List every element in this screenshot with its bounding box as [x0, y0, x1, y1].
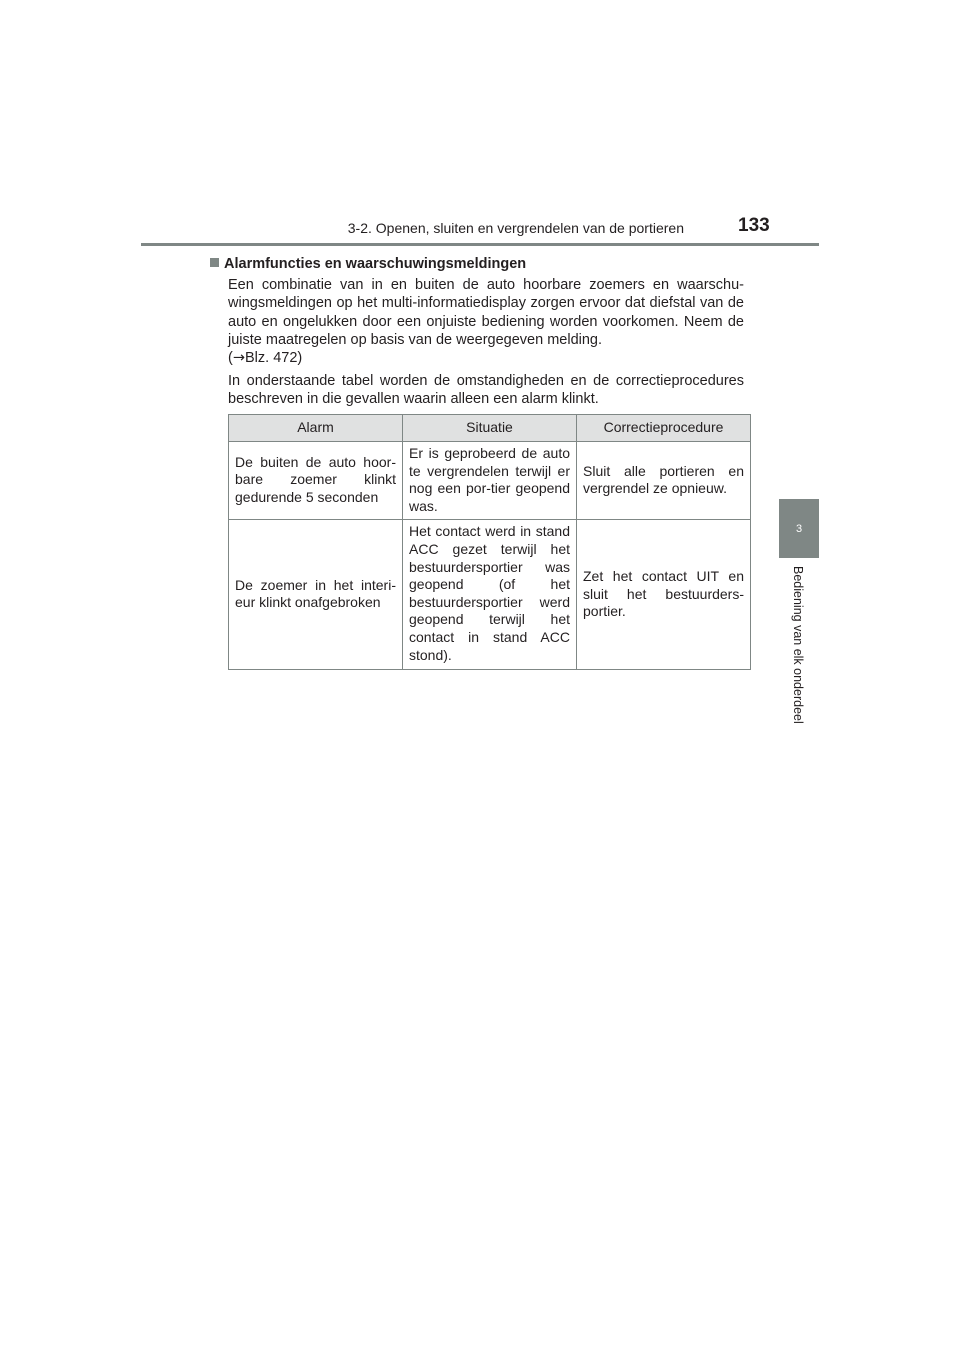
page-reference-open: (	[228, 350, 233, 367]
chapter-label: Bediening van elk onderdeel	[791, 566, 805, 724]
square-bullet-icon	[210, 258, 219, 267]
cell-alarm: De zoemer in het interi-eur klinkt onafgebroken	[229, 520, 403, 670]
running-header-title: 3-2. Openen, sluiten en vergrendelen van de portieren	[347, 220, 684, 236]
cell-correctie: Zet het contact UIT en sluit het bestuurders-portier.	[577, 520, 751, 670]
cell-correctie: Sluit alle portieren en vergrendel ze opnieuw.	[577, 442, 751, 520]
page-number: 133	[738, 215, 770, 236]
section-heading	[210, 256, 526, 272]
intro-paragraph	[228, 276, 744, 367]
arrow-right-icon: →	[232, 350, 245, 367]
table-row	[229, 520, 751, 670]
cell-situatie: Het contact werd in stand ACC gezet terwijl het bestuurdersportier was geopend (of het bestuurdersportier werd geopend terwijl het contact in stand ACC stond).	[403, 520, 577, 670]
header-rule	[141, 243, 819, 246]
alarm-table	[228, 414, 751, 670]
table-header-row	[229, 415, 751, 442]
intro-paragraph-text: Een combinatie van in en buiten de auto hoorbare zoemers en waarschu-wingsmeldingen op het multi-informatiedisplay zorgen ervoor dat diefstal van de auto en ongelukken door een onjuiste bediening worden voorkomen. Neem de juiste maatregelen op basis van de weergegeven melding.	[228, 277, 744, 348]
section-heading-text: Alarmfuncties en waarschuwingsmeldingen	[224, 256, 527, 272]
chapter-tab	[779, 499, 819, 558]
table-row	[229, 442, 751, 520]
header-situatie: Situatie	[403, 415, 577, 442]
table-intro-paragraph: In onderstaande tabel worden de omstandigheden en de correctieprocedures beschreven in die gevallen waarin alleen een alarm klinkt.	[228, 373, 744, 408]
page-reference: Blz. 472)	[245, 350, 303, 367]
header-correctieprocedure: Correctieprocedure	[577, 415, 751, 442]
cell-alarm: De buiten de auto hoor-bare zoemer klinkt gedurende 5 seconden	[229, 442, 403, 520]
cell-situatie: Er is geprobeerd de auto te vergrendelen terwijl er nog een por-tier geopend was.	[403, 442, 577, 520]
header-alarm: Alarm	[229, 415, 403, 442]
chapter-number: 3	[795, 522, 803, 535]
